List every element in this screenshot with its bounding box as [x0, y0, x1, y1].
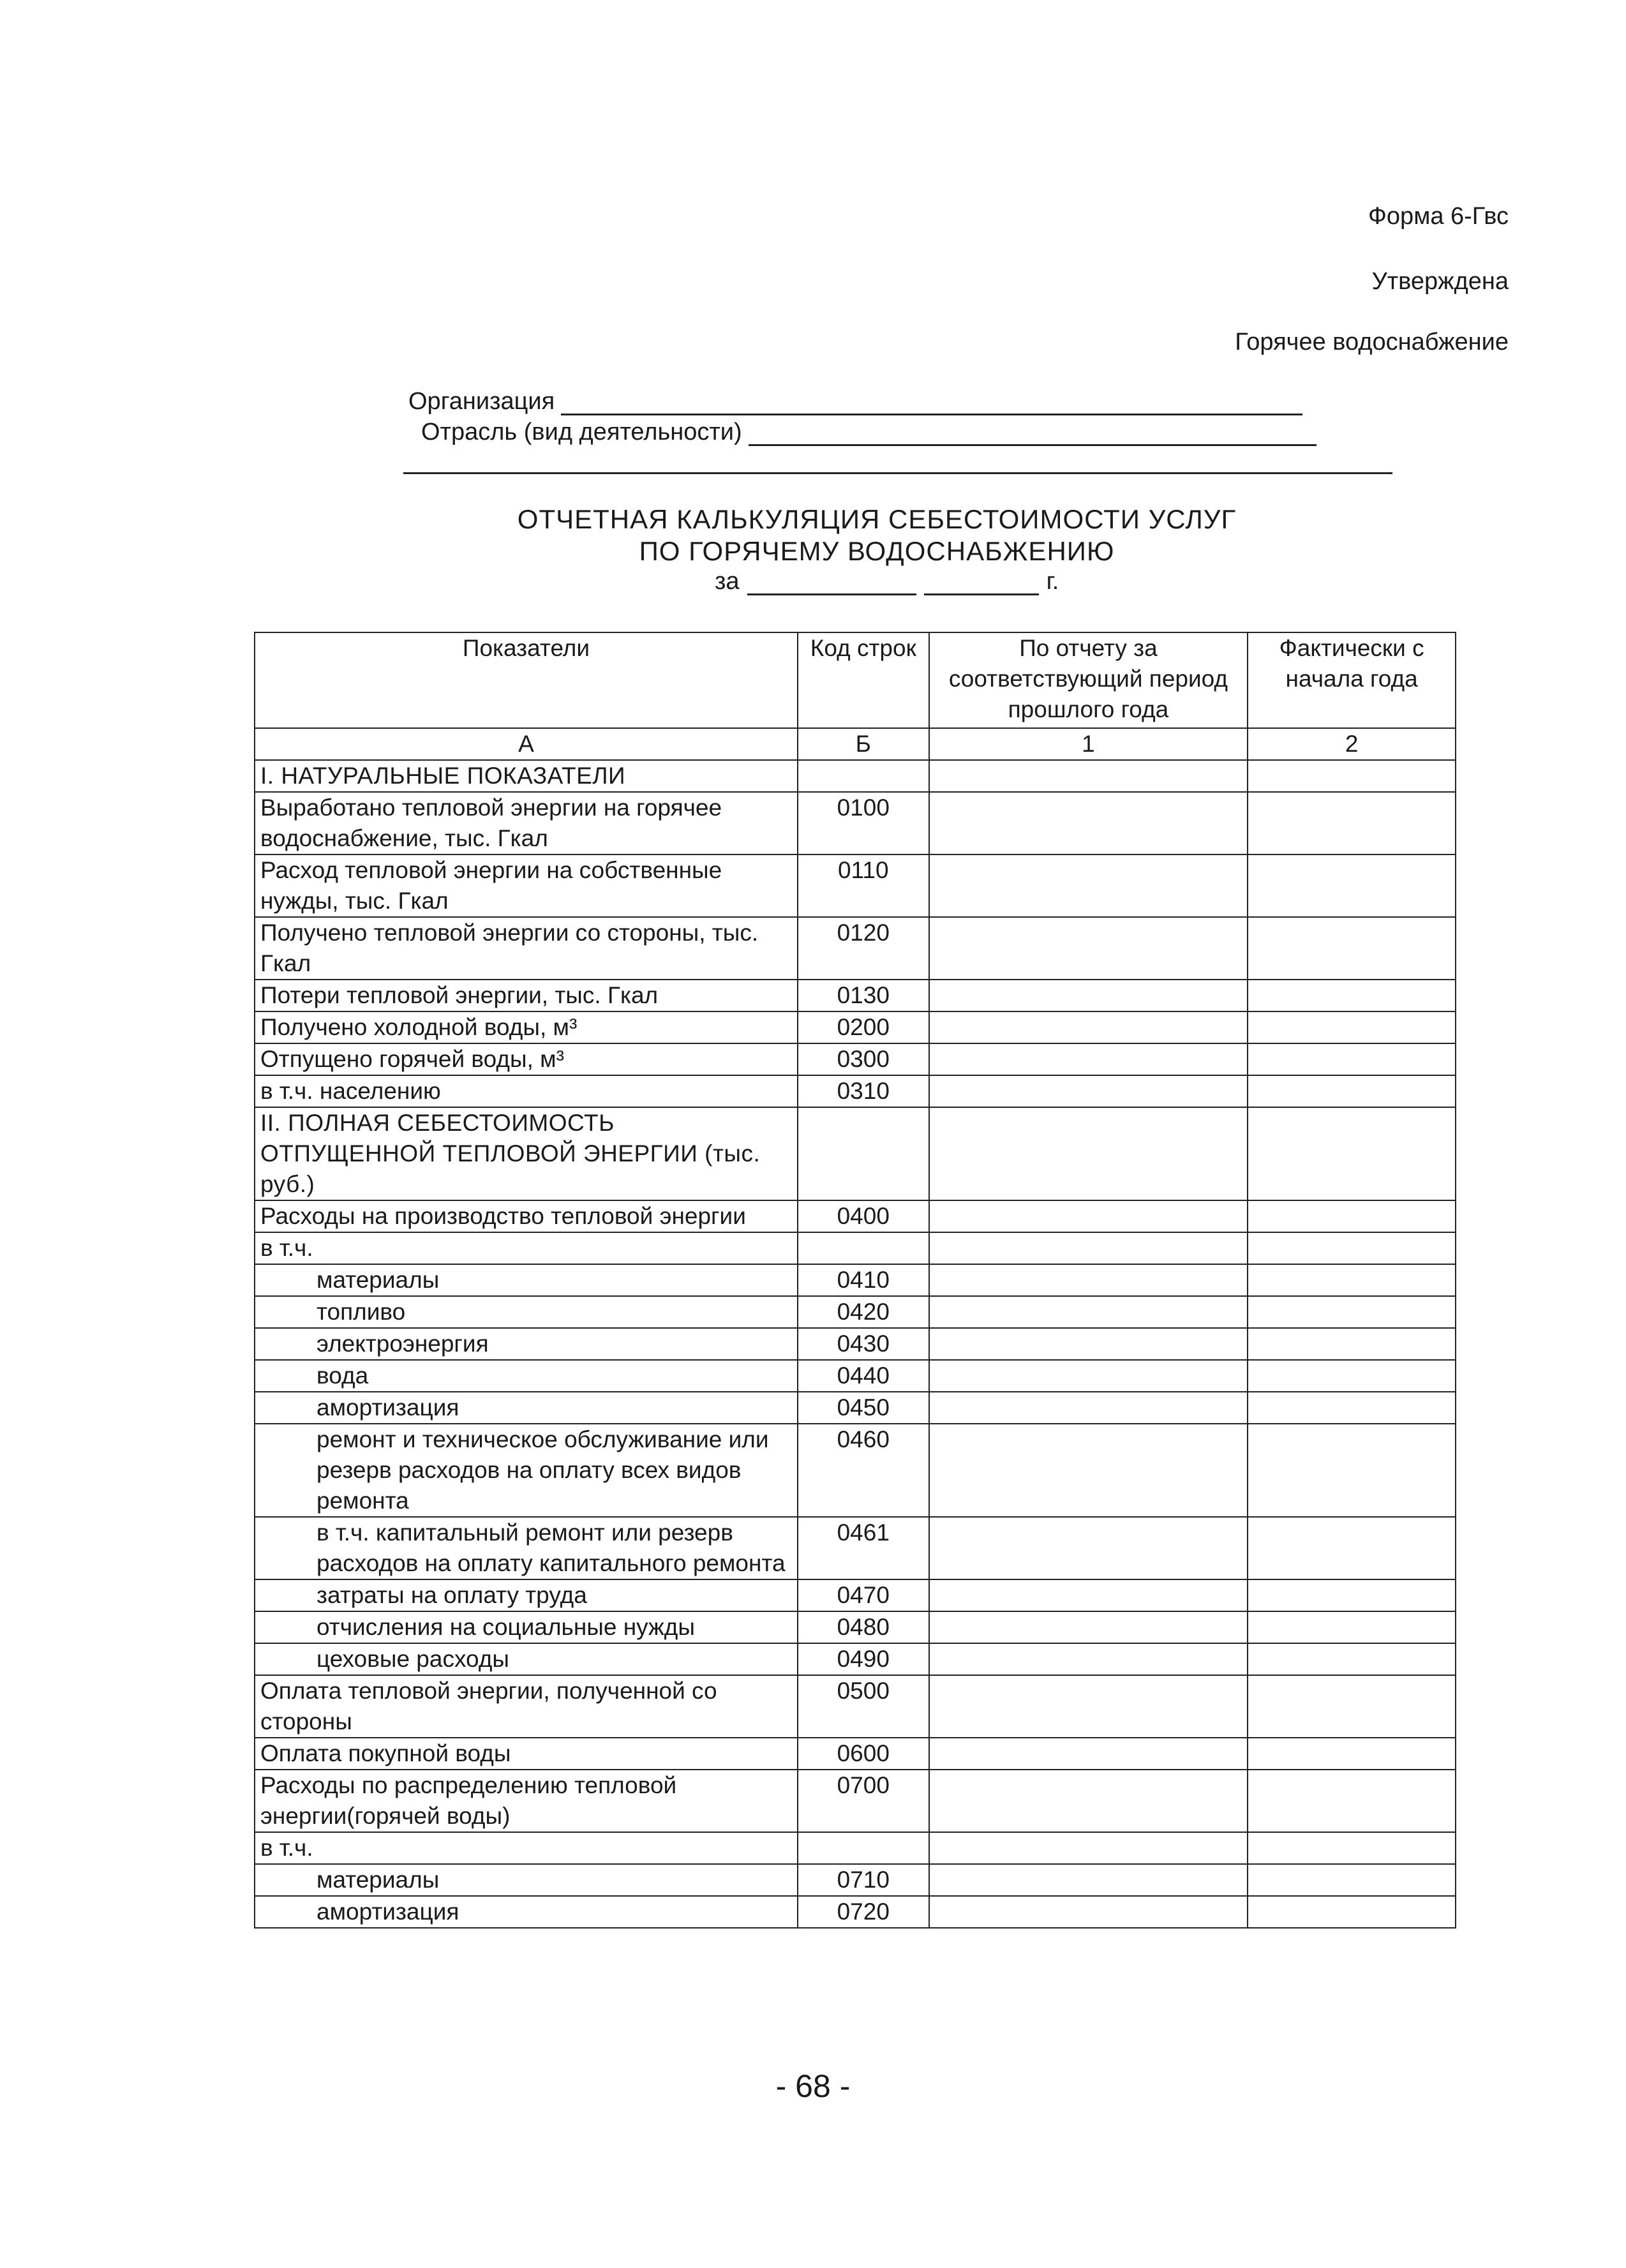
row-prev-year-cell[interactable]	[929, 1296, 1248, 1328]
organization-label: Организация	[408, 388, 555, 415]
header-code: Код строк	[798, 632, 929, 728]
row-code: 0310	[798, 1075, 929, 1107]
cost-calculation-table	[254, 632, 1456, 1929]
row-code	[798, 1107, 929, 1200]
row-prev-year-cell[interactable]	[929, 1232, 1248, 1264]
column-label-row	[255, 728, 1456, 760]
table-row	[255, 1864, 1456, 1896]
row-actual-cell[interactable]	[1248, 980, 1456, 1011]
row-prev-year-cell[interactable]	[929, 1832, 1248, 1864]
header-actual: Фактически с начала года	[1248, 632, 1456, 728]
row-prev-year-cell[interactable]	[929, 1328, 1248, 1360]
col-label-a: А	[255, 728, 798, 760]
row-code: 0720	[798, 1896, 929, 1928]
row-prev-year-cell[interactable]	[929, 917, 1248, 980]
row-label: амортизация	[255, 1896, 798, 1928]
row-code: 0500	[798, 1675, 929, 1738]
row-prev-year-cell[interactable]	[929, 1107, 1248, 1200]
row-prev-year-cell[interactable]	[929, 1424, 1248, 1517]
row-actual-cell[interactable]	[1248, 792, 1456, 854]
period-blank-2[interactable]	[924, 574, 1039, 595]
row-code: 0700	[798, 1770, 929, 1832]
row-code: 0600	[798, 1738, 929, 1770]
table-row	[255, 1832, 1456, 1864]
row-label: в т.ч.	[255, 1232, 798, 1264]
row-label: цеховые расходы	[255, 1643, 798, 1675]
table-row	[255, 1579, 1456, 1611]
row-actual-cell[interactable]	[1248, 1864, 1456, 1896]
row-actual-cell[interactable]	[1248, 1392, 1456, 1424]
row-label: материалы	[255, 1264, 798, 1296]
table-row	[255, 917, 1456, 980]
row-prev-year-cell[interactable]	[929, 1392, 1248, 1424]
row-code: 0450	[798, 1392, 929, 1424]
row-actual-cell[interactable]	[1248, 1011, 1456, 1043]
table-row	[255, 792, 1456, 854]
row-actual-cell[interactable]	[1248, 854, 1456, 917]
row-prev-year-cell[interactable]	[929, 1770, 1248, 1832]
table-row	[255, 1264, 1456, 1296]
row-code: 0200	[798, 1011, 929, 1043]
period-blank-1[interactable]	[747, 574, 916, 595]
row-label: в т.ч. капитальный ремонт или резерв расходов на оплату капитального ремонта	[255, 1517, 798, 1579]
row-code: 0470	[798, 1579, 929, 1611]
branch-field	[421, 419, 1316, 446]
row-actual-cell[interactable]	[1248, 1643, 1456, 1675]
table-row	[255, 1296, 1456, 1328]
row-actual-cell[interactable]	[1248, 917, 1456, 980]
col-label-1: 1	[929, 728, 1248, 760]
table-row	[255, 1328, 1456, 1360]
branch-blank[interactable]	[749, 422, 1316, 446]
row-prev-year-cell[interactable]	[929, 1517, 1248, 1579]
row-label: Получено тепловой энергии со стороны, тыс. Гкал	[255, 917, 798, 980]
row-code: 0120	[798, 917, 929, 980]
row-actual-cell[interactable]	[1248, 1832, 1456, 1864]
row-label: материалы	[255, 1864, 798, 1896]
row-code	[798, 1832, 929, 1864]
row-prev-year-cell[interactable]	[929, 854, 1248, 917]
period-prefix: за	[715, 568, 740, 595]
row-code: 0710	[798, 1864, 929, 1896]
row-prev-year-cell[interactable]	[929, 1643, 1248, 1675]
header-indicators: Показатели	[255, 632, 798, 728]
row-code: 0300	[798, 1043, 929, 1075]
row-code	[798, 1232, 929, 1264]
row-label: амортизация	[255, 1392, 798, 1424]
row-label: Оплата тепловой энергии, полученной со стороны	[255, 1675, 798, 1738]
row-actual-cell[interactable]	[1248, 1296, 1456, 1328]
row-label: I. НАТУРАЛЬНЫЕ ПОКАЗАТЕЛИ	[255, 760, 798, 792]
row-actual-cell[interactable]	[1248, 1043, 1456, 1075]
row-code: 0460	[798, 1424, 929, 1517]
table-row	[255, 1200, 1456, 1232]
row-code: 0440	[798, 1360, 929, 1392]
row-code	[798, 760, 929, 792]
row-label: в т.ч.	[255, 1832, 798, 1864]
organization-blank[interactable]	[561, 392, 1302, 415]
row-label: Отпущено горячей воды, м³	[255, 1043, 798, 1075]
table-row	[255, 1643, 1456, 1675]
row-label: ремонт и техническое обслуживание или резерв расходов на оплату всех видов ремонта	[255, 1424, 798, 1517]
table-row	[255, 1075, 1456, 1107]
row-prev-year-cell[interactable]	[929, 1579, 1248, 1611]
row-actual-cell[interactable]	[1248, 1611, 1456, 1643]
approval-note: Утверждена	[1371, 268, 1509, 295]
report-period	[715, 568, 1059, 595]
page-number: - 68 -	[775, 2068, 851, 2104]
row-code: 0490	[798, 1643, 929, 1675]
row-label: Потери тепловой энергии, тыс. Гкал	[255, 980, 798, 1011]
table-row	[255, 1360, 1456, 1392]
row-label: отчисления на социальные нужды	[255, 1611, 798, 1643]
table-row	[255, 1896, 1456, 1928]
row-code: 0130	[798, 980, 929, 1011]
report-title-line-2: ПО ГОРЯЧЕМУ ВОДОСНАБЖЕНИЮ	[639, 536, 1115, 566]
row-code: 0400	[798, 1200, 929, 1232]
report-title-line-1: ОТЧЕТНАЯ КАЛЬКУЛЯЦИЯ СЕБЕСТОИМОСТИ УСЛУГ	[517, 504, 1237, 534]
table-body	[255, 760, 1456, 1928]
row-prev-year-cell[interactable]	[929, 760, 1248, 792]
row-label: затраты на оплату труда	[255, 1579, 798, 1611]
row-label: Расходы по распределению тепловой энергии(горячей воды)	[255, 1770, 798, 1832]
row-label: II. ПОЛНАЯ СЕБЕСТОИМОСТЬ ОТПУЩЕННОЙ ТЕПЛОВОЙ ЭНЕРГИИ (тыс. руб.)	[255, 1107, 798, 1200]
row-actual-cell[interactable]	[1248, 1896, 1456, 1928]
row-prev-year-cell[interactable]	[929, 1611, 1248, 1643]
row-prev-year-cell[interactable]	[929, 1864, 1248, 1896]
row-label: Расход тепловой энергии на собственные нужды, тыс. Гкал	[255, 854, 798, 917]
table-row	[255, 1517, 1456, 1579]
row-code: 0430	[798, 1328, 929, 1360]
row-code: 0420	[798, 1296, 929, 1328]
row-label: в т.ч. населению	[255, 1075, 798, 1107]
col-label-2: 2	[1248, 728, 1456, 760]
row-actual-cell[interactable]	[1248, 1424, 1456, 1517]
row-label: Выработано тепловой энергии на горячее водоснабжение, тыс. Гкал	[255, 792, 798, 854]
period-suffix: г.	[1046, 568, 1059, 595]
form-number: Форма 6-Гвс	[1368, 203, 1509, 230]
table-row	[255, 760, 1456, 792]
table-row	[255, 1424, 1456, 1517]
row-actual-cell[interactable]	[1248, 1232, 1456, 1264]
table-header-row	[255, 632, 1456, 728]
row-prev-year-cell[interactable]	[929, 1738, 1248, 1770]
table-row	[255, 1232, 1456, 1264]
organization-field	[408, 388, 1302, 415]
table-row	[255, 854, 1456, 917]
row-label: Получено холодной воды, м³	[255, 1011, 798, 1043]
table-row	[255, 1011, 1456, 1043]
row-actual-cell[interactable]	[1248, 760, 1456, 792]
row-prev-year-cell[interactable]	[929, 1043, 1248, 1075]
table-row	[255, 1392, 1456, 1424]
separator-line	[403, 472, 1392, 474]
row-actual-cell[interactable]	[1248, 1107, 1456, 1200]
table-row	[255, 980, 1456, 1011]
row-code: 0461	[798, 1517, 929, 1579]
table-row	[255, 1043, 1456, 1075]
row-actual-cell[interactable]	[1248, 1264, 1456, 1296]
row-code: 0480	[798, 1611, 929, 1643]
row-prev-year-cell[interactable]	[929, 1075, 1248, 1107]
row-prev-year-cell[interactable]	[929, 1360, 1248, 1392]
branch-label: Отрасль (вид деятельности)	[421, 419, 742, 445]
row-actual-cell[interactable]	[1248, 1200, 1456, 1232]
row-label: топливо	[255, 1296, 798, 1328]
table-row	[255, 1611, 1456, 1643]
row-actual-cell[interactable]	[1248, 1075, 1456, 1107]
row-prev-year-cell[interactable]	[929, 1264, 1248, 1296]
table-row	[255, 1107, 1456, 1200]
row-label: электроэнергия	[255, 1328, 798, 1360]
row-prev-year-cell[interactable]	[929, 1675, 1248, 1738]
row-prev-year-cell[interactable]	[929, 980, 1248, 1011]
table-row	[255, 1770, 1456, 1832]
table-row	[255, 1675, 1456, 1738]
row-actual-cell[interactable]	[1248, 1770, 1456, 1832]
row-code: 0410	[798, 1264, 929, 1296]
row-actual-cell[interactable]	[1248, 1328, 1456, 1360]
row-actual-cell[interactable]	[1248, 1738, 1456, 1770]
row-actual-cell[interactable]	[1248, 1517, 1456, 1579]
row-code: 0100	[798, 792, 929, 854]
row-actual-cell[interactable]	[1248, 1360, 1456, 1392]
form-category: Горячее водоснабжение	[1235, 329, 1509, 355]
row-prev-year-cell[interactable]	[929, 1896, 1248, 1928]
row-prev-year-cell[interactable]	[929, 1200, 1248, 1232]
header-prev-year: По отчету за соответствующий период прошлого года	[929, 632, 1248, 728]
row-code: 0110	[798, 854, 929, 917]
row-prev-year-cell[interactable]	[929, 792, 1248, 854]
row-prev-year-cell[interactable]	[929, 1011, 1248, 1043]
row-label: Расходы на производство тепловой энергии	[255, 1200, 798, 1232]
row-label: Оплата покупной воды	[255, 1738, 798, 1770]
table-row	[255, 1738, 1456, 1770]
row-actual-cell[interactable]	[1248, 1579, 1456, 1611]
row-label: вода	[255, 1360, 798, 1392]
row-actual-cell[interactable]	[1248, 1675, 1456, 1738]
col-label-b: Б	[798, 728, 929, 760]
